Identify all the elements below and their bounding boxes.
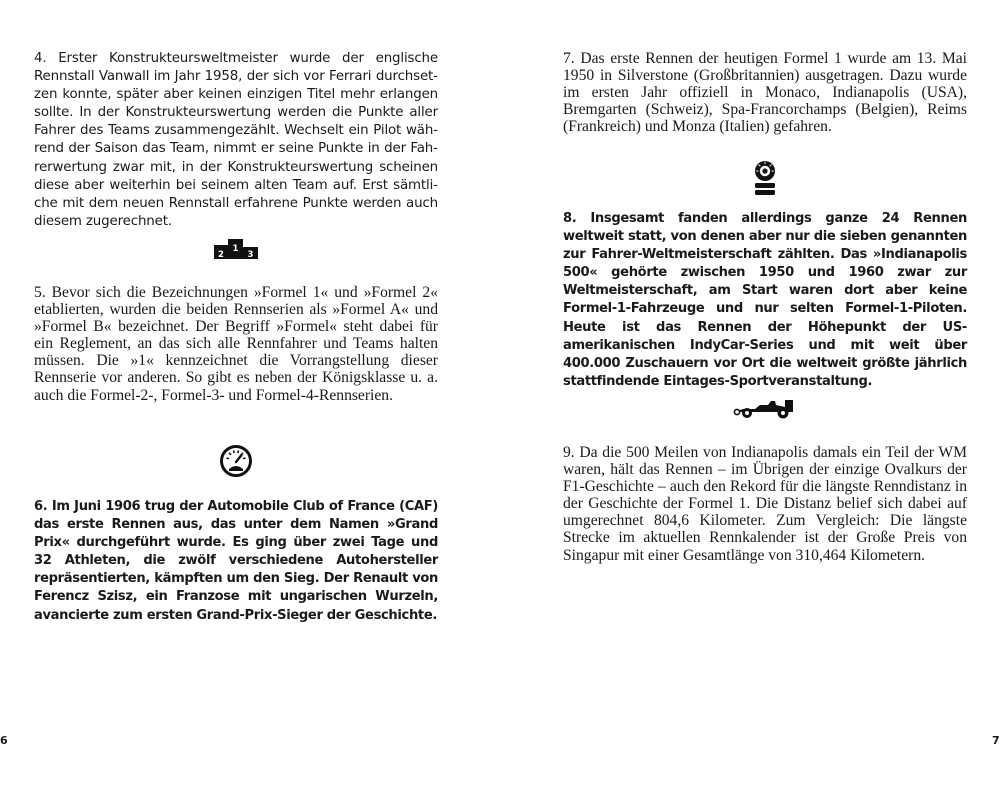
fact-6-text: 6. Im Juni 1906 trug der Automobile Club of France (CAF) das erste Rennen aus, das unter dem Namen »Grand Prix« durchgeführt wurde. Es ging über zwei Tage und 32 Athleten, die zwölf verschiedene Autohersteller repräsentierten, kämpften um den Sieg. Der Renault von Ferencz Szisz, ein Franzose mit ungarischen Wurzeln, avancierte zum ersten Grand-Prix-Sieger der Geschichte. bbox=[34, 499, 438, 623]
fact-8-text: 8. Insgesamt fanden allerdings ganze 24 Rennen weltweit statt, von denen aber nur die sieben genannten zur Fahrer-Weltmeisterschaft zählten. Das »Indianapolis 500« gehörte zwischen 1950 und 1960 zwar zur Weltmeisterschaft, am Start waren dort aber keine Formel-1-Fahrzeuge und nur selten Formel-1-Piloten. Heute ist das Rennen der Höhepunkt der US-amerikanischen IndyCar-Series und mit weit über 400.000 Zuschauern vor Ort die weltweit größte jährlich stattfindende Eintages-Sportveranstaltung. bbox=[563, 211, 967, 389]
podium-third: 3 bbox=[247, 250, 254, 260]
page-number-left: 6 bbox=[0, 734, 8, 747]
fact-4-text: 4. Erster Konstrukteursweltmeister wurde der englische Rennstall Vanwall im Jahr 1958, der sich vor Ferrari durchsetzen konnte, später aber keinen einzigen Titel mehr erlangen sollte. In der Konstrukteurswertung werden die Punkte aller Fahrer des Teams zusammengezählt. Wechselt ein Pilot während der Saison das Team, nimmt er seine Punkte in der Fahrerwertung zwar mit, in der Konstrukteurswertung scheinen diese aber weiterhin bei seinem alten Team auf. Erst sämtliche mit dem neuen Rennstall erfahrene Punkte werden auch diesem zugerechnet. bbox=[34, 51, 438, 229]
fact-4 bbox=[34, 50, 438, 231]
page-number-right: 7 bbox=[992, 734, 1000, 747]
fact-8 bbox=[563, 210, 967, 391]
podium-first: 1 bbox=[232, 244, 239, 254]
fact-7-text: 7. Das erste Rennen der heutigen Formel 1 wurde am 13. Mai 1950 in Silverstone (Großbritannien) ausgetragen. Dazu wurde im ersten Jahr offiziell in Monaco, Indianapolis (USA), Bremgarten (Schweiz), Spa-Francorchamps (Belgien), Reims (Frankreich) und Monza (Italien) gefahren. bbox=[563, 50, 967, 136]
speedometer-icon bbox=[218, 444, 254, 478]
tire-stack-icon bbox=[750, 160, 780, 196]
podium-icon bbox=[212, 238, 260, 260]
fact-9 bbox=[563, 444, 967, 564]
race-car-icon bbox=[733, 396, 797, 420]
fact-6 bbox=[34, 498, 438, 625]
fact-5 bbox=[34, 284, 438, 404]
fact-9-text: 9. Da die 500 Meilen von Indianapolis damals ein Teil der WM waren, hält das Rennen – im Übrigen der einzige Ovalkurs der F1-Geschichte – auch den Rekord für die längste Renndistanz in der Geschichte der Formel 1. Die Distanz belief sich dabei auf umgerechnet 804,6 Kilometer. Zum Vergleich: Die längste Strecke im aktuellen Rennkalender ist der Große Preis von Singapur mit einer Gesamtlänge von 310,464 Kilometern. bbox=[563, 444, 967, 564]
fact-5-text: 5. Bevor sich die Bezeichnungen »Formel 1« und »Formel 2« etablierten, wurden die beiden Rennserien als »Formel A« und »Formel B« bezeichnet. Der Begriff »Formel« steht dabei für ein Reglement, an das sich alle Rennfahrer und Teams halten müssen. Die »1« kennzeichnet die Vorrangstellung dieser Rennserie vor anderen. So gibt es neben der Königsklasse u. a. auch die Formel-2-, Formel-3- und Formel-4-Rennserien. bbox=[34, 284, 438, 404]
podium-second: 2 bbox=[218, 250, 224, 260]
fact-7 bbox=[563, 50, 967, 135]
